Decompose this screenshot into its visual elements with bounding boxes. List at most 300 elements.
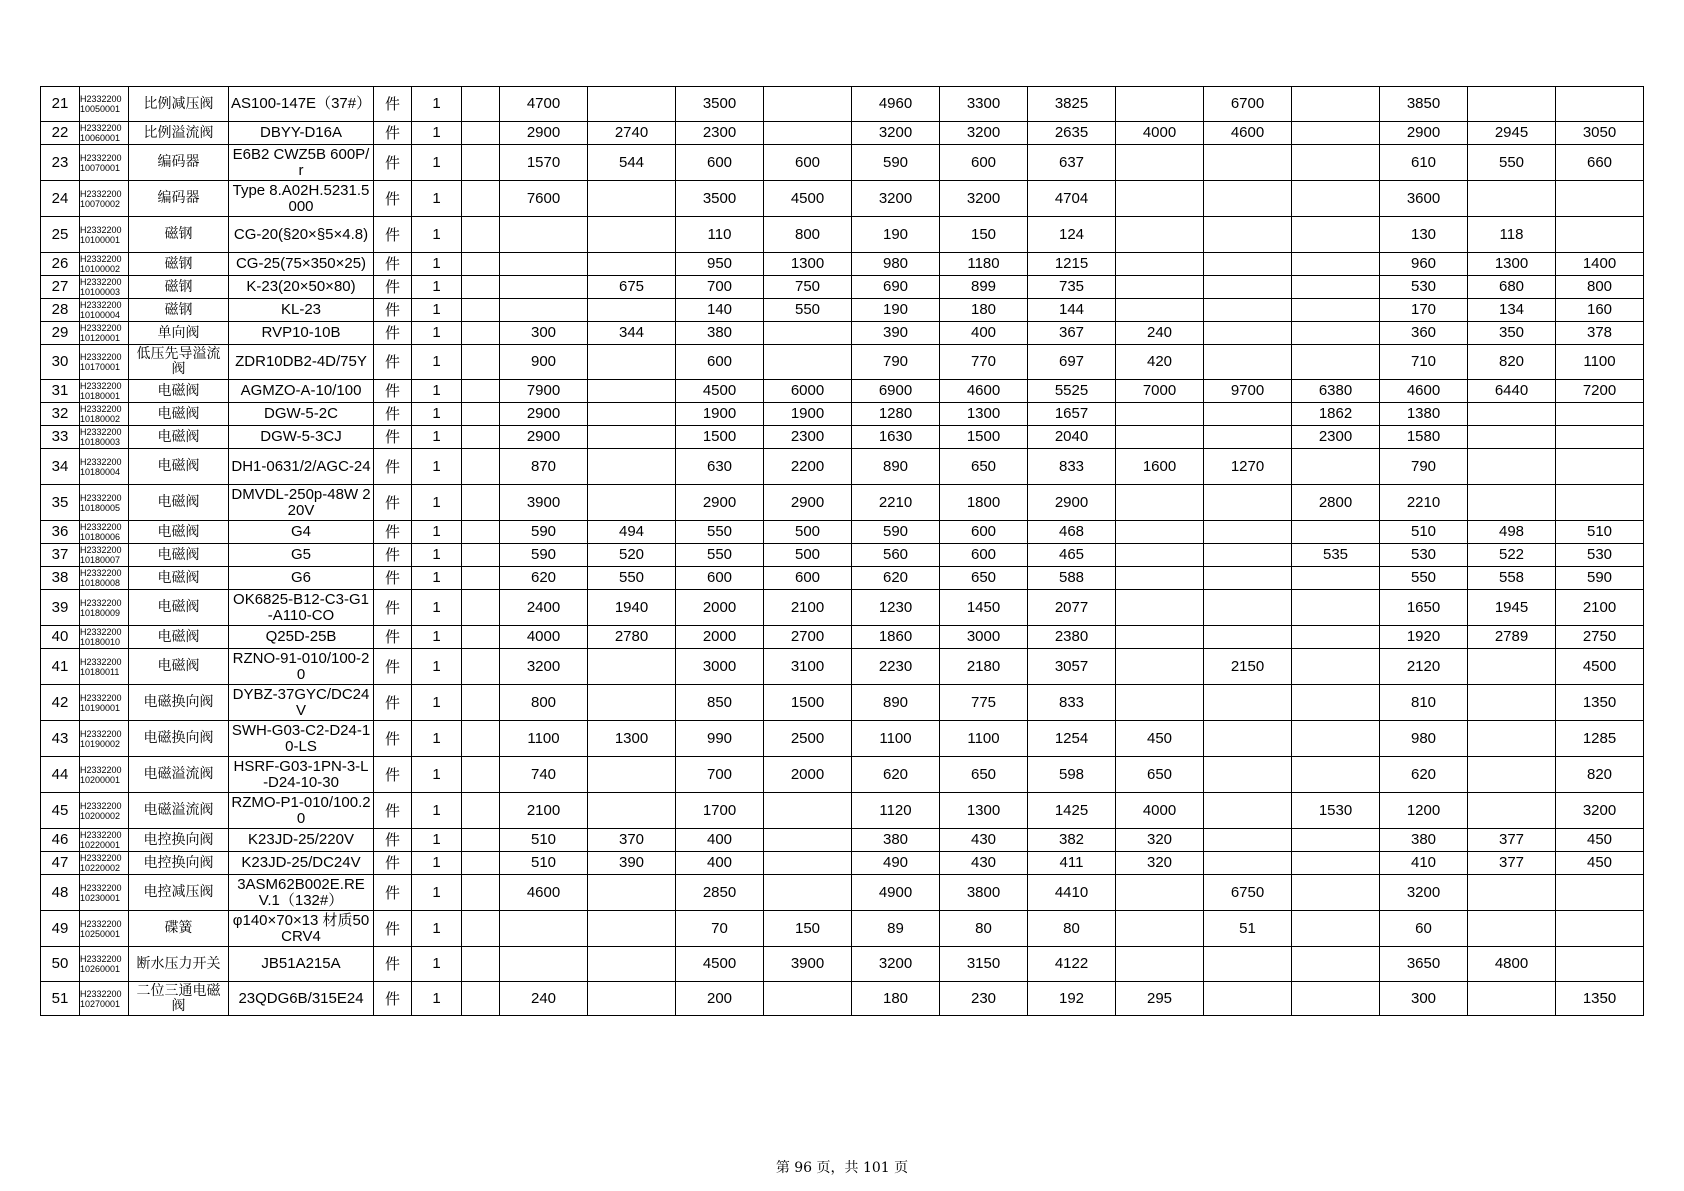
price-cell: 2900 [500, 122, 588, 145]
price-cell [500, 947, 588, 982]
price-cell: 4500 [1556, 649, 1644, 685]
price-cell: 600 [676, 567, 764, 590]
price-cell: 1120 [852, 793, 940, 829]
price-cell: 1530 [1292, 793, 1380, 829]
item-name: 电磁溢流阀 [129, 757, 229, 793]
price-cell [1556, 947, 1644, 982]
price-cell [1116, 590, 1204, 626]
price-cell [1116, 685, 1204, 721]
price-cell: 590 [852, 145, 940, 181]
item-name: 磁钢 [129, 276, 229, 299]
price-cell: 130 [1380, 217, 1468, 253]
row-number: 29 [41, 322, 80, 345]
price-cell [462, 567, 500, 590]
price-cell: 810 [1380, 685, 1468, 721]
price-cell [588, 793, 676, 829]
price-cell [1204, 276, 1292, 299]
price-cell [462, 426, 500, 449]
item-unit: 件 [374, 122, 412, 145]
price-cell: 600 [676, 145, 764, 181]
price-cell [588, 947, 676, 982]
price-cell [1468, 911, 1556, 947]
price-cell: 3650 [1380, 947, 1468, 982]
price-cell [1204, 521, 1292, 544]
item-qty: 1 [412, 181, 462, 217]
item-qty: 1 [412, 426, 462, 449]
price-cell: 560 [852, 544, 940, 567]
price-cell: 630 [676, 449, 764, 485]
price-cell [588, 449, 676, 485]
price-cell [500, 276, 588, 299]
row-number: 42 [41, 685, 80, 721]
price-cell [462, 181, 500, 217]
price-cell: 510 [500, 852, 588, 875]
price-cell [462, 403, 500, 426]
price-cell [588, 217, 676, 253]
item-qty: 1 [412, 403, 462, 426]
price-cell [764, 122, 852, 145]
price-cell: 620 [852, 567, 940, 590]
item-code: H2332200 10220001 [80, 829, 129, 852]
item-name: 电磁阀 [129, 426, 229, 449]
item-spec: DGW-5-3CJ [229, 426, 374, 449]
item-name: 磁钢 [129, 299, 229, 322]
price-cell: 2900 [676, 485, 764, 521]
item-name: 电磁阀 [129, 380, 229, 403]
row-number: 22 [41, 122, 80, 145]
price-cell [1556, 911, 1644, 947]
price-cell [1116, 567, 1204, 590]
price-cell [1116, 181, 1204, 217]
price-cell: 550 [1380, 567, 1468, 590]
table-row [41, 181, 1644, 217]
price-cell: 790 [1380, 449, 1468, 485]
item-qty: 1 [412, 875, 462, 911]
price-cell: 6700 [1204, 87, 1292, 122]
price-cell [588, 403, 676, 426]
price-cell: 1350 [1556, 685, 1644, 721]
quote-table [40, 86, 1644, 1016]
price-cell [462, 982, 500, 1016]
price-cell: 510 [1380, 521, 1468, 544]
price-cell: 4122 [1028, 947, 1116, 982]
price-cell [764, 829, 852, 852]
price-cell: 295 [1116, 982, 1204, 1016]
price-cell [1292, 721, 1380, 757]
price-cell [462, 145, 500, 181]
price-cell: 400 [676, 852, 764, 875]
item-unit: 件 [374, 649, 412, 685]
table-row [41, 322, 1644, 345]
item-qty: 1 [412, 567, 462, 590]
item-unit: 件 [374, 947, 412, 982]
price-cell [1292, 217, 1380, 253]
price-cell: 377 [1468, 852, 1556, 875]
price-cell: 890 [852, 685, 940, 721]
item-spec: K-23(20×50×80) [229, 276, 374, 299]
item-name: 电磁换向阀 [129, 685, 229, 721]
price-cell [1204, 345, 1292, 380]
item-spec: K23JD-25/DC24V [229, 852, 374, 875]
price-cell: 5525 [1028, 380, 1116, 403]
price-cell [462, 829, 500, 852]
price-cell: 800 [500, 685, 588, 721]
price-cell: 450 [1116, 721, 1204, 757]
price-cell: 240 [1116, 322, 1204, 345]
price-cell: 550 [676, 521, 764, 544]
price-cell: 2400 [500, 590, 588, 626]
price-cell: 3200 [1556, 793, 1644, 829]
item-unit: 件 [374, 829, 412, 852]
item-name: 磁钢 [129, 217, 229, 253]
price-cell: 2000 [764, 757, 852, 793]
price-cell: 124 [1028, 217, 1116, 253]
item-code: H2332200 10180011 [80, 649, 129, 685]
price-cell: 740 [500, 757, 588, 793]
row-number: 35 [41, 485, 80, 521]
price-cell: 1285 [1556, 721, 1644, 757]
table-row [41, 875, 1644, 911]
price-cell: 140 [676, 299, 764, 322]
price-cell: 2635 [1028, 122, 1116, 145]
price-cell: 450 [1556, 829, 1644, 852]
price-cell [1292, 947, 1380, 982]
price-cell: 899 [940, 276, 1028, 299]
price-cell [1116, 217, 1204, 253]
price-cell [1292, 345, 1380, 380]
item-qty: 1 [412, 122, 462, 145]
item-qty: 1 [412, 590, 462, 626]
price-cell: 1300 [940, 793, 1028, 829]
price-cell: 2100 [1556, 590, 1644, 626]
item-unit: 件 [374, 852, 412, 875]
table-row [41, 649, 1644, 685]
price-cell [1204, 982, 1292, 1016]
item-unit: 件 [374, 626, 412, 649]
price-cell: 800 [764, 217, 852, 253]
row-number: 40 [41, 626, 80, 649]
item-unit: 件 [374, 485, 412, 521]
item-code: H2332200 10270001 [80, 982, 129, 1016]
price-cell: 170 [1380, 299, 1468, 322]
price-cell: 598 [1028, 757, 1116, 793]
item-name: 电磁阀 [129, 567, 229, 590]
table-row [41, 911, 1644, 947]
price-cell: 2210 [852, 485, 940, 521]
item-unit: 件 [374, 875, 412, 911]
price-cell [588, 426, 676, 449]
price-cell: 4960 [852, 87, 940, 122]
item-qty: 1 [412, 649, 462, 685]
price-cell: 350 [1468, 322, 1556, 345]
price-cell [1292, 757, 1380, 793]
price-cell [462, 793, 500, 829]
price-cell [1204, 626, 1292, 649]
price-cell: 4600 [1380, 380, 1468, 403]
price-cell [1116, 947, 1204, 982]
item-spec: AS100-147E（37#） [229, 87, 374, 122]
price-cell [588, 253, 676, 276]
price-cell: 600 [940, 145, 1028, 181]
price-cell: 360 [1380, 322, 1468, 345]
table-row [41, 721, 1644, 757]
price-cell: 2040 [1028, 426, 1116, 449]
row-number: 34 [41, 449, 80, 485]
price-cell: 1100 [500, 721, 588, 757]
row-number: 24 [41, 181, 80, 217]
price-cell: 510 [500, 829, 588, 852]
item-spec: DGW-5-2C [229, 403, 374, 426]
price-cell [1468, 685, 1556, 721]
price-cell [462, 449, 500, 485]
price-cell [1204, 721, 1292, 757]
table-row [41, 145, 1644, 181]
item-qty: 1 [412, 721, 462, 757]
price-cell: 494 [588, 521, 676, 544]
item-spec: CG-25(75×350×25) [229, 253, 374, 276]
price-cell [1468, 426, 1556, 449]
price-cell [1204, 217, 1292, 253]
price-cell [1292, 449, 1380, 485]
price-cell [1292, 626, 1380, 649]
price-cell: 200 [676, 982, 764, 1016]
row-number: 39 [41, 590, 80, 626]
price-cell: 2200 [764, 449, 852, 485]
price-cell: 2850 [676, 875, 764, 911]
price-cell: 1300 [764, 253, 852, 276]
price-cell [1292, 590, 1380, 626]
price-cell: 1580 [1380, 426, 1468, 449]
price-cell: 600 [764, 145, 852, 181]
price-cell: 2750 [1556, 626, 1644, 649]
row-number: 33 [41, 426, 80, 449]
price-cell: 430 [940, 852, 1028, 875]
price-cell: 620 [1380, 757, 1468, 793]
price-cell: 1100 [852, 721, 940, 757]
price-cell: 390 [588, 852, 676, 875]
price-cell: 3500 [676, 87, 764, 122]
price-cell [462, 685, 500, 721]
price-cell [1116, 911, 1204, 947]
item-name: 电控减压阀 [129, 875, 229, 911]
item-unit: 件 [374, 521, 412, 544]
price-cell [1556, 181, 1644, 217]
price-cell: 800 [1556, 276, 1644, 299]
price-cell: 1380 [1380, 403, 1468, 426]
table-row [41, 757, 1644, 793]
row-number: 37 [41, 544, 80, 567]
price-cell: 600 [940, 544, 1028, 567]
item-code: H2332200 10190001 [80, 685, 129, 721]
price-cell: 3000 [676, 649, 764, 685]
price-cell: 190 [852, 217, 940, 253]
table-row [41, 380, 1644, 403]
item-code: H2332200 10100001 [80, 217, 129, 253]
price-cell [1292, 253, 1380, 276]
price-cell: 390 [852, 322, 940, 345]
price-cell: 3057 [1028, 649, 1116, 685]
price-cell [1204, 426, 1292, 449]
price-cell: 1800 [940, 485, 1028, 521]
item-qty: 1 [412, 521, 462, 544]
price-cell [1116, 299, 1204, 322]
table-row [41, 982, 1644, 1016]
price-cell [1116, 145, 1204, 181]
price-cell: 775 [940, 685, 1028, 721]
item-spec: 3ASM62B002E.REV.1（132#） [229, 875, 374, 911]
price-cell [462, 721, 500, 757]
price-cell: 1200 [1380, 793, 1468, 829]
price-cell: 1300 [940, 403, 1028, 426]
price-cell: 420 [1116, 345, 1204, 380]
item-name: 磁钢 [129, 253, 229, 276]
item-qty: 1 [412, 626, 462, 649]
price-cell: 367 [1028, 322, 1116, 345]
item-spec: ZDR10DB2-4D/75Y [229, 345, 374, 380]
price-cell [588, 380, 676, 403]
price-cell: 530 [1556, 544, 1644, 567]
price-cell [588, 181, 676, 217]
price-cell: 833 [1028, 449, 1116, 485]
price-cell [462, 322, 500, 345]
price-cell: 2900 [500, 426, 588, 449]
table-row [41, 122, 1644, 145]
item-spec: RZNO-91-010/100-20 [229, 649, 374, 685]
item-spec: JB51A215A [229, 947, 374, 982]
price-cell: 1215 [1028, 253, 1116, 276]
item-spec: AGMZO-A-10/100 [229, 380, 374, 403]
price-cell [1468, 875, 1556, 911]
price-cell: 1600 [1116, 449, 1204, 485]
price-cell [588, 299, 676, 322]
price-cell: 89 [852, 911, 940, 947]
price-cell: 697 [1028, 345, 1116, 380]
price-cell: 1350 [1556, 982, 1644, 1016]
price-cell: 70 [676, 911, 764, 947]
price-cell [462, 649, 500, 685]
table-row [41, 852, 1644, 875]
row-number: 32 [41, 403, 80, 426]
item-qty: 1 [412, 793, 462, 829]
item-spec: 23QDG6B/315E24 [229, 982, 374, 1016]
price-cell: 2100 [764, 590, 852, 626]
item-unit: 件 [374, 757, 412, 793]
price-cell [764, 87, 852, 122]
price-cell: 3100 [764, 649, 852, 685]
row-number: 43 [41, 721, 80, 757]
price-cell [588, 757, 676, 793]
price-cell: 410 [1380, 852, 1468, 875]
price-cell: 2180 [940, 649, 1028, 685]
price-cell: 650 [940, 567, 1028, 590]
price-cell [462, 947, 500, 982]
item-unit: 件 [374, 380, 412, 403]
price-cell: 530 [1380, 276, 1468, 299]
price-cell [500, 299, 588, 322]
price-cell: 610 [1380, 145, 1468, 181]
item-spec: E6B2 CWZ5B 600P/r [229, 145, 374, 181]
item-unit: 件 [374, 544, 412, 567]
price-cell: 6900 [852, 380, 940, 403]
price-cell [588, 911, 676, 947]
price-cell [1204, 145, 1292, 181]
price-cell: 468 [1028, 521, 1116, 544]
item-name: 电磁阀 [129, 485, 229, 521]
price-cell [1292, 829, 1380, 852]
price-cell [1116, 544, 1204, 567]
price-cell [1116, 649, 1204, 685]
price-cell: 160 [1556, 299, 1644, 322]
item-code: H2332200 10180009 [80, 590, 129, 626]
price-cell [764, 852, 852, 875]
price-cell [1292, 521, 1380, 544]
row-number: 44 [41, 757, 80, 793]
price-cell [1204, 181, 1292, 217]
price-cell [1204, 322, 1292, 345]
price-cell [1556, 217, 1644, 253]
price-cell [588, 345, 676, 380]
item-unit: 件 [374, 253, 412, 276]
price-cell: 2300 [1292, 426, 1380, 449]
item-unit: 件 [374, 403, 412, 426]
price-cell: 750 [764, 276, 852, 299]
price-cell [1292, 299, 1380, 322]
price-cell: 2740 [588, 122, 676, 145]
item-unit: 件 [374, 217, 412, 253]
price-cell [1292, 911, 1380, 947]
price-cell: 60 [1380, 911, 1468, 947]
item-spec: DYBZ-37GYC/DC24V [229, 685, 374, 721]
table-row [41, 87, 1644, 122]
price-cell: 4000 [1116, 122, 1204, 145]
row-number: 23 [41, 145, 80, 181]
item-name: 编码器 [129, 145, 229, 181]
price-cell: 1500 [940, 426, 1028, 449]
price-cell [1116, 485, 1204, 521]
price-cell [1468, 721, 1556, 757]
price-cell: 950 [676, 253, 764, 276]
item-code: H2332200 10170001 [80, 345, 129, 380]
item-qty: 1 [412, 87, 462, 122]
price-cell: 490 [852, 852, 940, 875]
price-cell: 465 [1028, 544, 1116, 567]
price-cell [1116, 87, 1204, 122]
price-cell: 320 [1116, 852, 1204, 875]
price-cell: 144 [1028, 299, 1116, 322]
price-cell: 1450 [940, 590, 1028, 626]
price-cell: 3900 [764, 947, 852, 982]
item-name: 电磁阀 [129, 626, 229, 649]
item-unit: 件 [374, 181, 412, 217]
price-cell: 382 [1028, 829, 1116, 852]
price-cell: 700 [676, 276, 764, 299]
price-cell: 1300 [588, 721, 676, 757]
price-cell [1556, 449, 1644, 485]
price-cell: 6750 [1204, 875, 1292, 911]
row-number: 28 [41, 299, 80, 322]
row-number: 31 [41, 380, 80, 403]
price-cell: 3200 [940, 181, 1028, 217]
price-cell: 3900 [500, 485, 588, 521]
price-cell [1204, 793, 1292, 829]
price-cell: 380 [676, 322, 764, 345]
item-unit: 件 [374, 345, 412, 380]
item-qty: 1 [412, 947, 462, 982]
price-cell: 1630 [852, 426, 940, 449]
price-cell: 620 [500, 567, 588, 590]
item-name: 断水压力开关 [129, 947, 229, 982]
item-code: H2332200 10060001 [80, 122, 129, 145]
